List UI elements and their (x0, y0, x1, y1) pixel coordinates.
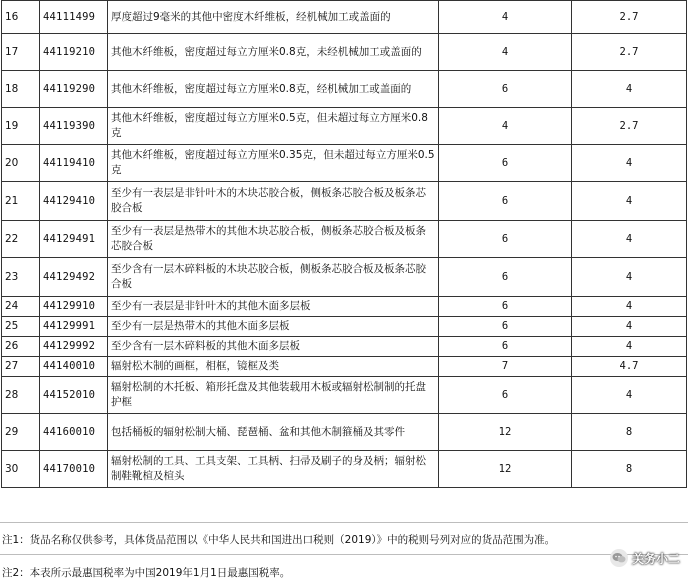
goods-description: 至少有一表层是热带木的其他木块芯胶合板，侧板条芯胶合板及板条芯胶合板 (108, 221, 439, 258)
rate-current: 7 (439, 357, 572, 377)
rate-new: 4 (572, 145, 687, 182)
table-row (2, 71, 687, 108)
table-row (2, 451, 687, 488)
rate-current: 4 (439, 1, 572, 34)
rate-current: 6 (439, 145, 572, 182)
goods-description: 至少有一层是热带木的其他木面多层板 (108, 317, 439, 337)
tariff-code: 44129991 (40, 317, 108, 337)
tariff-code: 44129992 (40, 337, 108, 357)
goods-description: 其他木纤维板，密度超过每立方厘米0.8克，经机械加工或盖面的 (108, 71, 439, 108)
watermark-text: 关务小二 (631, 551, 680, 566)
tariff-table-body (2, 1, 687, 488)
table-row (2, 377, 687, 414)
row-number: 25 (2, 317, 40, 337)
table-row (2, 258, 687, 297)
rate-new: 4 (572, 71, 687, 108)
tariff-code: 44119210 (40, 34, 108, 71)
row-number: 21 (2, 182, 40, 221)
table-row (2, 297, 687, 317)
watermark (610, 547, 680, 569)
tariff-code: 44129491 (40, 221, 108, 258)
tariff-code: 44119290 (40, 71, 108, 108)
tariff-code: 44119390 (40, 108, 108, 145)
tariff-code: 44129410 (40, 182, 108, 221)
table-row (2, 337, 687, 357)
tariff-code: 44119410 (40, 145, 108, 182)
row-number: 17 (2, 34, 40, 71)
rate-new: 4 (572, 377, 687, 414)
row-number: 27 (2, 357, 40, 377)
notes-section (0, 522, 688, 586)
rate-new: 4 (572, 258, 687, 297)
table-row (2, 221, 687, 258)
tariff-code: 44129492 (40, 258, 108, 297)
goods-description: 至少有一表层是非针叶木的其他木面多层板 (108, 297, 439, 317)
row-number: 24 (2, 297, 40, 317)
rate-current: 6 (439, 258, 572, 297)
tariff-code: 44111499 (40, 1, 108, 34)
rate-new: 4 (572, 297, 687, 317)
row-number: 29 (2, 414, 40, 451)
rate-new: 2.7 (572, 34, 687, 71)
goods-description: 其他木纤维板，密度超过每立方厘米0.8克，未经机械加工或盖面的 (108, 34, 439, 71)
table-row (2, 182, 687, 221)
rate-current: 12 (439, 414, 572, 451)
table-row (2, 34, 687, 71)
rate-new: 4 (572, 317, 687, 337)
tariff-table (1, 0, 687, 488)
rate-new: 4 (572, 221, 687, 258)
rate-new: 2.7 (572, 1, 687, 34)
goods-description: 至少含有一层木碎料板的其他木面多层板 (108, 337, 439, 357)
tariff-code: 44140010 (40, 357, 108, 377)
row-number: 18 (2, 71, 40, 108)
goods-description: 辐射松木制的画框，相框，镜框及类 (108, 357, 439, 377)
rate-current: 6 (439, 337, 572, 357)
goods-description: 辐射松制的木托板、箱形托盘及其他装载用木板或辐射松制制的托盘护框 (108, 377, 439, 414)
rate-new: 8 (572, 451, 687, 488)
rate-current: 6 (439, 377, 572, 414)
table-row (2, 145, 687, 182)
rate-current: 6 (439, 317, 572, 337)
table-row (2, 108, 687, 145)
rate-new: 4.7 (572, 357, 687, 377)
table-row (2, 414, 687, 451)
row-number: 19 (2, 108, 40, 145)
goods-description: 厚度超过9毫米的其他中密度木纤维板，经机械加工或盖面的 (108, 1, 439, 34)
row-number: 30 (2, 451, 40, 488)
tariff-code: 44152010 (40, 377, 108, 414)
goods-description: 至少有一表层是非针叶木的木块芯胶合板，侧板条芯胶合板及板条芯胶合板 (108, 182, 439, 221)
rate-new: 4 (572, 182, 687, 221)
tariff-code: 44160010 (40, 414, 108, 451)
wechat-logo-icon (610, 549, 628, 567)
row-number: 20 (2, 145, 40, 182)
row-number: 26 (2, 337, 40, 357)
rate-new: 8 (572, 414, 687, 451)
table-row (2, 317, 687, 337)
rate-new: 4 (572, 337, 687, 357)
tariff-code: 44129910 (40, 297, 108, 317)
rate-current: 6 (439, 71, 572, 108)
rate-new: 2.7 (572, 108, 687, 145)
goods-description: 包括桶板的辐射松制大桶、琵琶桶、盆和其他木制箍桶及其零件 (108, 414, 439, 451)
row-number: 23 (2, 258, 40, 297)
row-number: 16 (2, 1, 40, 34)
row-number: 28 (2, 377, 40, 414)
divider (0, 554, 688, 555)
note-2: 注2：本表所示最惠国税率为中国2019年1月1日最惠国税率。 (2, 567, 291, 579)
table-row (2, 1, 687, 34)
goods-description: 至少含有一层木碎料板的木块芯胶合板，侧板条芯胶合板及板条芯胶合板 (108, 258, 439, 297)
row-number: 22 (2, 221, 40, 258)
rate-current: 6 (439, 221, 572, 258)
rate-current: 6 (439, 182, 572, 221)
divider (0, 522, 688, 523)
tariff-code: 44170010 (40, 451, 108, 488)
goods-description: 其他木纤维板，密度超过每立方厘米0.5克，但未超过每立方厘米0.8克 (108, 108, 439, 145)
goods-description: 辐射松制的工具、工具支架、工具柄、扫帚及刷子的身及柄；辐射松制鞋靴楦及楦头 (108, 451, 439, 488)
rate-current: 4 (439, 108, 572, 145)
note-1: 注1：货品名称仅供参考，具体货品范围以《中华人民共和国进出口税则（2019）》中的税则号列对应的货品范围为准。 (2, 534, 556, 546)
rate-current: 4 (439, 34, 572, 71)
rate-current: 12 (439, 451, 572, 488)
rate-current: 6 (439, 297, 572, 317)
goods-description: 其他木纤维板，密度超过每立方厘米0.35克，但未超过每立方厘米0.5克 (108, 145, 439, 182)
table-row (2, 357, 687, 377)
